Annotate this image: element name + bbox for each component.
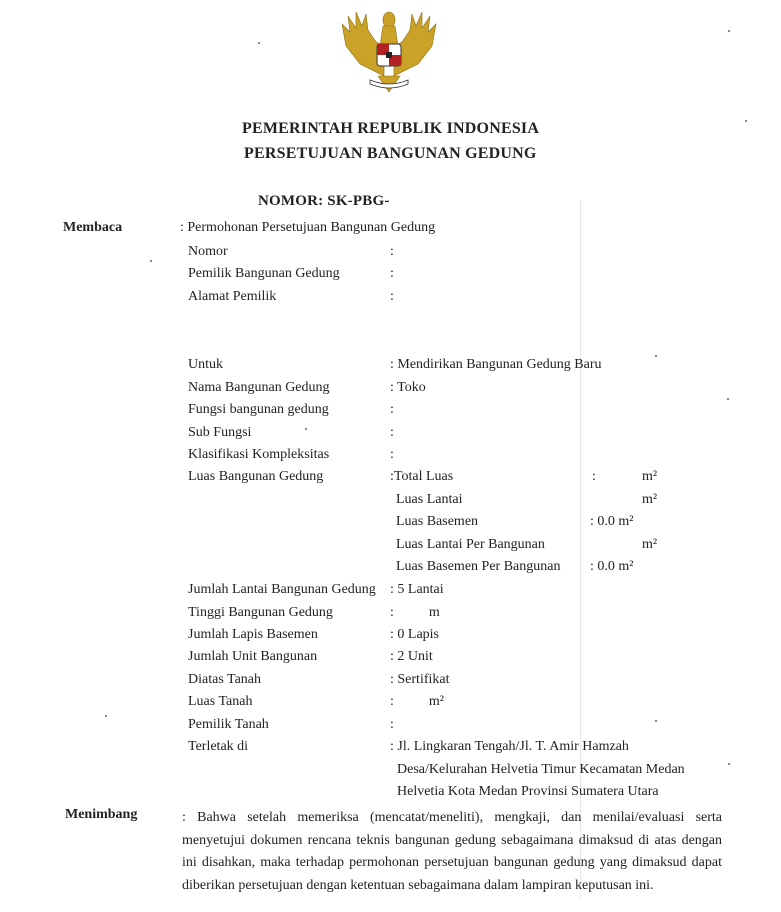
field-label: Pemilik Tanah [188, 717, 269, 732]
membaca-heading: Membaca [63, 220, 123, 235]
scan-speck [727, 398, 729, 400]
scan-speck [258, 42, 260, 44]
field-label: Jumlah Unit Bangunan [188, 649, 318, 664]
field-value: : [390, 425, 394, 440]
field-value: : 0 Lapis [390, 627, 439, 642]
field-label: Nama Bangunan Gedung [188, 380, 330, 395]
scan-speck [728, 30, 730, 32]
menimbang-paragraph: : Bahwa setelah memeriksa (mencatat/meneliti), mengkaji, dan menilai/evaluasi serta menyetujui dokumen rencana teknis bangunan gedung sebagaimana dimaksud di atas dengan ini disahkan, maka terhadap permohonan persetujuan bangunan gedung yang dimaksud dapat diberikan persetujuan dengan ketentuan sebagaimana dalam lampiran keputusan ini. [182, 810, 722, 893]
field-value: : [390, 244, 394, 259]
field-label: Untuk [188, 357, 223, 372]
field-label: Tinggi Bangunan Gedung [188, 605, 333, 620]
total-luas-unit: m² [642, 469, 658, 484]
scan-speck [150, 260, 152, 262]
field-value: : [390, 266, 394, 281]
field-label: Fungsi bangunan gedung [188, 402, 329, 417]
field-value: :Total Luas [390, 469, 454, 484]
document-title: PERSETUJUAN BANGUNAN GEDUNG [244, 145, 537, 162]
luas-value: : 0.0 m² [590, 514, 634, 529]
field-label: Diatas Tanah [188, 672, 262, 687]
field-label: Alamat Pemilik [188, 289, 277, 304]
field-value: : m² [390, 694, 444, 709]
scan-speck [655, 720, 657, 722]
field-value: : Toko [390, 380, 426, 395]
government-title: PEMERINTAH REPUBLIK INDONESIA [242, 120, 540, 137]
field-value: : [390, 447, 394, 462]
field-value: : Mendirikan Bangunan Gedung Baru [390, 357, 602, 372]
field-label: Pemilik Bangunan Gedung [188, 266, 340, 281]
field-value: : 2 Unit [390, 649, 433, 664]
field-value: : [390, 402, 394, 417]
field-value: : m [390, 605, 440, 620]
field-label: Nomor [188, 244, 228, 259]
scan-speck [305, 428, 307, 430]
luas-label: Luas Lantai Per Bangunan [396, 537, 545, 552]
scan-speck [745, 120, 747, 122]
field-value: : 5 Lantai [390, 582, 444, 597]
field-label: Klasifikasi Kompleksitas [188, 447, 330, 462]
field-value: : Sertifikat [390, 672, 450, 687]
membaca-intro: : Permohonan Persetujuan Bangunan Gedung [180, 220, 436, 235]
field-label: Sub Fungsi [188, 425, 252, 440]
field-label: Luas Bangunan Gedung [188, 469, 324, 484]
field-value: : Jl. Lingkaran Tengah/Jl. T. Amir Hamzah [390, 739, 629, 754]
scan-speck [105, 715, 107, 717]
luas-label: Luas Lantai [396, 492, 463, 507]
luas-label: Luas Basemen Per Bangunan [396, 559, 561, 574]
field-value: : [390, 717, 394, 732]
luas-value: : 0.0 m² [590, 559, 634, 574]
luas-label: Luas Basemen [396, 514, 479, 529]
field-label: Jumlah Lapis Basemen [188, 627, 318, 642]
scan-speck [655, 355, 657, 357]
scan-speck [728, 763, 730, 765]
field-value: : [390, 289, 394, 304]
field-label: Luas Tanah [188, 694, 253, 709]
luas-value: m² [642, 537, 658, 552]
luas-value: m² [642, 492, 658, 507]
garuda-emblem-icon [340, 6, 438, 94]
field-label: Jumlah Lantai Bangunan Gedung [188, 582, 376, 597]
address-line: Helvetia Kota Medan Provinsi Sumatera Utara [397, 784, 659, 799]
menimbang-heading: Menimbang [65, 807, 138, 822]
field-label: Terletak di [188, 739, 249, 754]
total-luas-colon: : [592, 469, 596, 484]
address-line: Desa/Kelurahan Helvetia Timur Kecamatan Medan [397, 762, 685, 777]
document-number: NOMOR: SK-PBG- [258, 193, 390, 209]
